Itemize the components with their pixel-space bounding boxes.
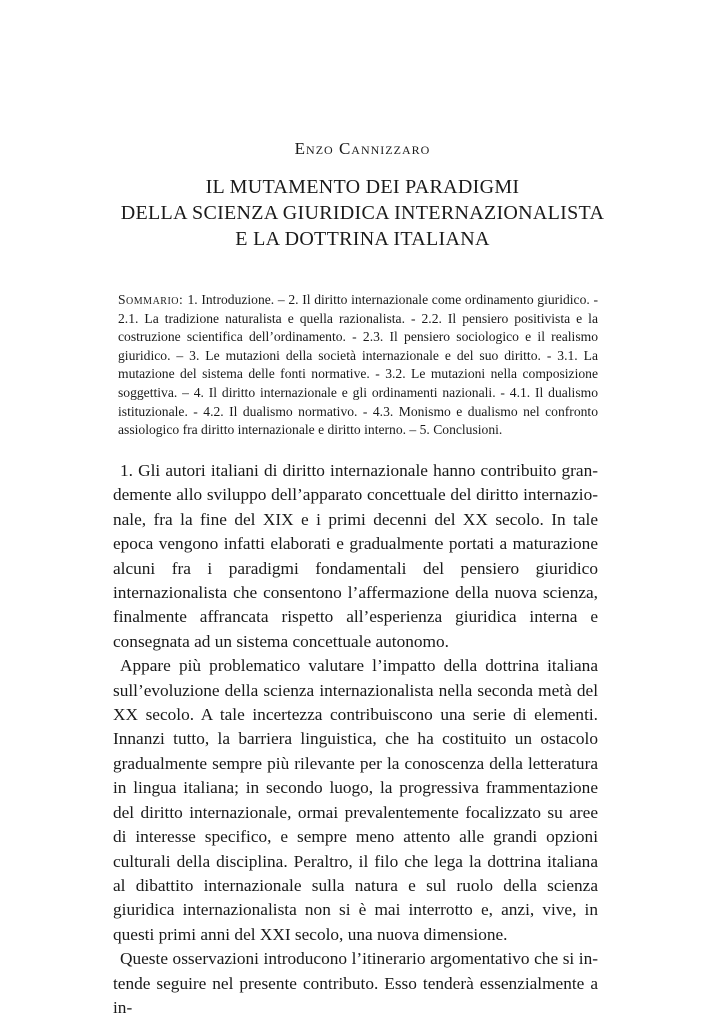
author-name: Enzo Cannizzaro <box>294 139 431 158</box>
title-line-1: IL MUTAMENTO DEI PARADIGMI <box>205 176 520 198</box>
paragraph-2: Appare più problematico valutare l’impatto della dottrina italiana sull’evoluzione della scienza internazionalista nella seconda metà del XX secolo. A tale incertezza contribuiscono una serie di elementi. Innanzi tutto, la barriera linguistica, che ha costituito un ostacolo gradualmente sempre più rilevante per la conoscenza della letteratura in lingua italiana; in secondo luogo, la progressiva frammentazione del diritto internazionale, ormai prevalentemente focalizzato su aree di interesse specifico, e sempre meno attento alle grandi opzioni culturali della disciplina. Peraltro, il filo che lega la dottrina italiana al dibattito internazionale sulla natura e sul ruolo della scienza giuridica internazionalista non si è mai interrotto e, anzi, vive, in questi primi anni del XXI secolo, una nuova dimensione. <box>113 656 598 944</box>
summary-block <box>118 291 598 440</box>
paragraph-3: Queste osservazioni introducono l’itinerario argomentativo che si intende seguire nel presente contributo. Esso tenderà essenzialmente a in- <box>113 949 598 1017</box>
article-title <box>0 174 725 252</box>
title-line-3: E LA DOTTRINA ITALIANA <box>235 228 490 250</box>
title-line-2: DELLA SCIENZA GIURIDICA INTERNAZIONALISTA <box>120 202 605 224</box>
summary-label: Sommario: <box>118 292 188 307</box>
summary-text: 1. Introduzione. – 2. Il diritto internazionale come ordinamento giuridico. - 2.1. La tradizione naturalista e quella razionalista. - 2.2. Il pensiero positivista e la costruzione scientifica dell’ordinamento. - 2.3. Il pensiero sociologico e il realismo giuridico. – 3. Le mutazioni della società internazionale e del suo diritto. - 3.1. La mutazione del sistema delle fonti normative. - 3.2. Le mutazioni nella composizione soggettiva. – 4. Il diritto internazionale e gli ordinamenti nazionali. - 4.1. Il dualismo istituzionale. - 4.2. Il dualismo normativo. - 4.3. Monismo e dualismo nel confronto assiologico fra diritto internazionale e diritto interno. – 5. Conclusioni. <box>118 292 598 438</box>
paragraph-1: 1. Gli autori italiani di diritto internazionale hanno contribuito grandemente allo sviluppo dell’apparato concettuale del diritto internazionale, fra la fine del XIX e i primi decenni del XX secolo. In tale epoca vengono infatti elaborati e gradualmente portati a maturazione alcuni fra i paradigmi fondamentali del pensiero giuridico internazionalista che consentono l’affermazione della nuova scienza, finalmente affrancata rispetto all’esperienza giuridica interna e consegnata ad un sistema concettuale autonomo. <box>113 461 598 651</box>
article-body <box>113 459 598 1020</box>
